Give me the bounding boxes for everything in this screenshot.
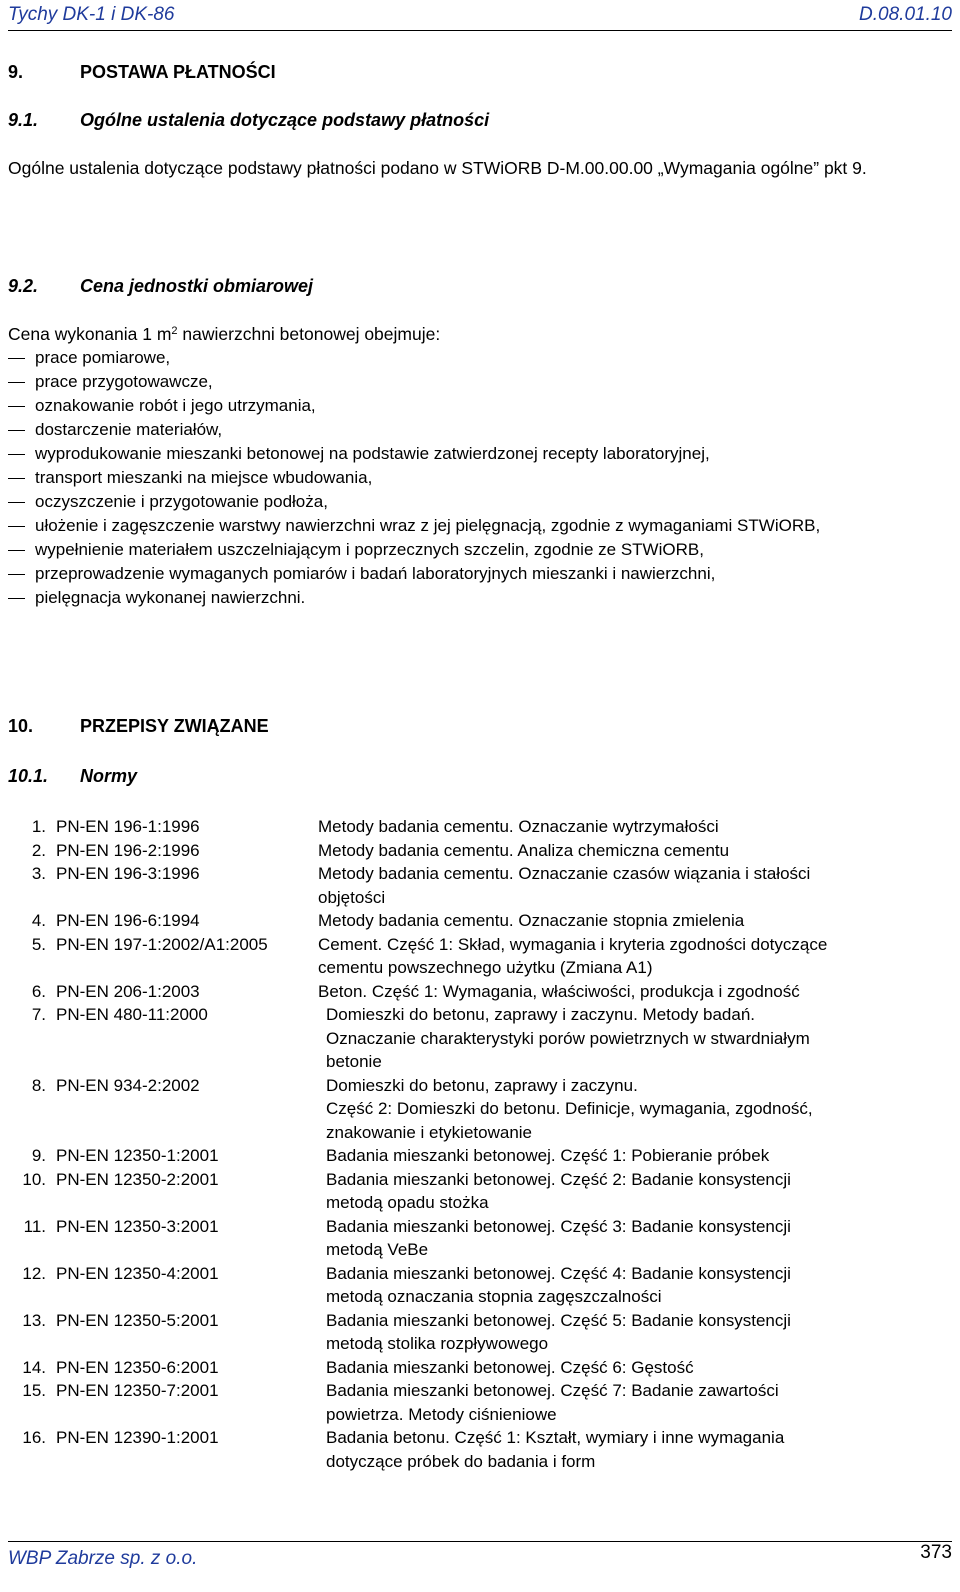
norm-description: Badania mieszanki betonowej. Część 6: Gęstość (326, 1357, 694, 1377)
dash-bullet-icon (8, 418, 35, 442)
norm-description: Metody badania cementu. Oznaczanie czasów wiązania i stałości (318, 864, 811, 883)
section-10-number: 10. (8, 716, 34, 736)
norm-number: 12. (22, 1263, 46, 1283)
page-footer (8, 1541, 952, 1592)
norm-row (8, 1309, 938, 1333)
list-item-text: pielęgnacja wykonanej nawierzchni. (35, 588, 306, 607)
dash-bullet-icon (8, 538, 35, 562)
list-item-text: dostarczenie materiałów, (35, 420, 223, 439)
list-item-text: ułożenie i zagęszczenie warstwy nawierzchni wraz z jej pielęgnacją, zgodnie z wymaganiami STWiORB, (35, 516, 821, 535)
norm-number: 5. (31, 934, 46, 954)
norm-number (8, 1403, 48, 1427)
list-item-text: wypełnienie materiałem uszczelniającym i poprzecznych szczelin, zgodnie ze STWiORB, (35, 540, 704, 559)
norm-standard: PN-EN 12350-4:2001 (56, 1263, 219, 1283)
dash-bullet-icon (8, 562, 35, 586)
list-item-text: wyprodukowanie mieszanki betonowej na podstawie zatwierdzonej recepty laboratoryjnej, (35, 444, 710, 463)
norm-row (8, 1003, 938, 1027)
norm-number: 1. (31, 817, 46, 836)
norm-standard: PN-EN 12350-7:2001 (56, 1381, 219, 1400)
norm-standard: PN-EN 196-1:1996 (56, 817, 200, 836)
norm-standard (48, 1450, 318, 1474)
norm-number: 3. (31, 864, 46, 883)
specification-code: D.08.01.10 (859, 4, 952, 25)
dash-bullet-icon (8, 466, 35, 490)
section-10-1-title: Normy (80, 766, 138, 786)
page-header (8, 0, 952, 31)
list-item (8, 370, 938, 394)
list-item-text: transport mieszanki na miejsce wbudowania, (35, 468, 373, 487)
norm-number: 13. (22, 1310, 46, 1330)
norm-row (8, 1144, 938, 1168)
norms-list (8, 815, 938, 1473)
list-item-text: prace przygotowawcze, (35, 372, 213, 391)
norm-description: Badania mieszanki betonowej. Część 1: Pobieranie próbek (326, 1146, 770, 1165)
norm-description: Cement. Część 1: Skład, wymagania i kryteria zgodności dotyczące (318, 934, 828, 954)
norm-description: metodą oznaczania stopnia zagęszczalności (326, 1287, 662, 1306)
norm-standard (48, 1403, 318, 1427)
norm-standard: PN-EN 196-6:1994 (56, 911, 200, 930)
section-9-1-title: Ogólne ustalenia dotyczące podstawy płatności (80, 110, 490, 130)
norm-number: 7. (31, 1005, 46, 1024)
norm-standard (48, 1050, 318, 1074)
norm-number (8, 1027, 48, 1051)
norm-standard: PN-EN 12350-1:2001 (56, 1146, 219, 1165)
norm-standard: PN-EN 12350-2:2001 (56, 1169, 219, 1189)
norm-standard: PN-EN 934-2:2002 (56, 1075, 200, 1095)
norm-description: metodą VeBe (326, 1240, 429, 1259)
norm-description: Badania mieszanki betonowej. Część 5: Badanie konsystencji (326, 1310, 791, 1330)
norm-number (8, 1238, 48, 1262)
norm-row-continuation (8, 1403, 938, 1427)
norm-description: Metody badania cementu. Oznaczanie stopnia zmielenia (318, 911, 745, 930)
section-9-2-title: Cena jednostki obmiarowej (80, 276, 314, 296)
section-9-1-paragraph: Ogólne ustalenia dotyczące podstawy płatności podano w STWiORB D-M.00.00.00 „Wymagania ogólne” pkt 9. (8, 158, 867, 178)
norm-description: Badania mieszanki betonowej. Część 2: Badanie konsystencji (326, 1169, 791, 1189)
dash-bullet-icon (8, 442, 35, 466)
norm-description: Domieszki do betonu, zaprawy i zaczynu. Metody badań. (326, 1005, 756, 1024)
list-item-text: przeprowadzenie wymaganych pomiarów i badań laboratoryjnych mieszanki i nawierzchni, (35, 564, 716, 583)
norm-standard: PN-EN 12390-1:2001 (56, 1428, 219, 1447)
norm-description: Domieszki do betonu, zaprawy i zaczynu. (326, 1075, 638, 1095)
norm-number (8, 1121, 48, 1145)
norm-number: 14. (22, 1357, 46, 1377)
norm-row-continuation (8, 1050, 938, 1074)
list-item (8, 346, 938, 370)
norm-description: dotyczące próbek do badania i form (326, 1451, 596, 1471)
list-item-text: prace pomiarowe, (35, 348, 171, 367)
norm-number: 9. (31, 1146, 46, 1165)
dash-bullet-icon (8, 586, 35, 610)
section-9-title: POSTAWA PŁATNOŚCI (80, 62, 276, 82)
norm-description: Oznaczanie charakterystyki porów powietrznych w stwardniałym (326, 1028, 810, 1048)
norm-number (8, 1097, 48, 1121)
unit-exponent: 2 (171, 325, 178, 337)
norm-description: znakowanie i etykietowanie (326, 1122, 533, 1142)
norm-description: Badania mieszanki betonowej. Część 4: Badanie konsystencji (326, 1263, 791, 1283)
norm-row (8, 1168, 938, 1192)
norm-number (8, 1332, 48, 1356)
norm-row-continuation (8, 1238, 938, 1262)
norm-row (8, 862, 938, 886)
norm-row-continuation (8, 1121, 938, 1145)
norm-standard (48, 886, 318, 910)
page-number: 373 (920, 1542, 952, 1563)
list-item-text: oczyszczenie i przygotowanie podłoża, (35, 492, 328, 511)
list-item (8, 562, 938, 586)
norm-number: 11. (23, 1216, 46, 1236)
norm-standard (48, 1285, 318, 1309)
section-9-number: 9. (8, 62, 24, 82)
list-item (8, 538, 938, 562)
norm-number (8, 1285, 48, 1309)
list-item (8, 418, 938, 442)
norm-row (8, 933, 938, 957)
norm-standard: PN-EN 480-11:2000 (56, 1005, 208, 1024)
norm-row (8, 839, 938, 863)
dash-bullet-icon (8, 346, 35, 370)
norm-description: metodą stolika rozpływowego (326, 1334, 549, 1353)
norm-number: 6. (31, 981, 46, 1001)
norm-row (8, 980, 938, 1004)
norm-row-continuation (8, 1332, 938, 1356)
norm-description: objętości (318, 887, 386, 907)
norm-description: Część 2: Domieszki do betonu. Definicje, wymagania, zgodność, (326, 1099, 813, 1118)
list-item (8, 514, 938, 538)
norm-standard: PN-EN 12350-5:2001 (56, 1310, 219, 1330)
norm-row (8, 815, 938, 839)
norm-number: 10. (22, 1169, 46, 1189)
price-components-list (8, 346, 938, 610)
norm-description: Badania betonu. Część 1: Kształt, wymiary i inne wymagania (326, 1428, 785, 1447)
norm-number (8, 956, 48, 980)
intro-text-continued: nawierzchni betonowej obejmuje: (177, 324, 441, 344)
norm-row (8, 1074, 938, 1098)
list-item (8, 490, 938, 514)
norm-row-continuation (8, 1097, 938, 1121)
norm-standard: PN-EN 197-1:2002/A1:2005 (56, 934, 268, 954)
norm-row-continuation (8, 956, 938, 980)
norm-number: 2. (31, 840, 46, 860)
norm-number: 8. (31, 1075, 46, 1095)
norm-description: powietrza. Metody ciśnieniowe (326, 1404, 557, 1424)
norm-standard (48, 1121, 318, 1145)
intro-text: Cena wykonania 1 m (8, 324, 172, 344)
norm-number (8, 1050, 48, 1074)
norm-number (8, 1191, 48, 1215)
section-9-1-number: 9.1. (8, 110, 39, 130)
norm-row-continuation (8, 1027, 938, 1051)
norm-description: cementu powszechnego użytku (Zmiana A1) (318, 958, 653, 977)
norm-row-continuation (8, 886, 938, 910)
norm-standard (48, 1097, 318, 1121)
norm-standard: PN-EN 196-2:1996 (56, 840, 200, 860)
norm-standard (48, 956, 318, 980)
norm-number (8, 1450, 48, 1474)
norm-standard (48, 1332, 318, 1356)
dash-bullet-icon (8, 490, 35, 514)
norm-row-continuation (8, 1450, 938, 1474)
dash-bullet-icon (8, 514, 35, 538)
list-item-text: oznakowanie robót i jego utrzymania, (35, 396, 316, 415)
norm-description: Metody badania cementu. Oznaczanie wytrzymałości (318, 817, 719, 836)
norm-standard (48, 1027, 318, 1051)
norm-description: Beton. Część 1: Wymagania, właściwości, produkcja i zgodność (318, 981, 800, 1001)
norm-standard (48, 1191, 318, 1215)
section-10-1-number: 10.1. (8, 766, 49, 786)
norm-description: Badania mieszanki betonowej. Część 3: Badanie konsystencji (326, 1216, 791, 1236)
norm-number (8, 886, 48, 910)
norm-description: betonie (326, 1052, 382, 1071)
company-name: WBP Zabrze sp. z o.o. (8, 1548, 198, 1569)
norm-row (8, 1215, 938, 1239)
norm-description: Metody badania cementu. Analiza chemiczna cementu (318, 840, 730, 860)
section-9-2-number: 9.2. (8, 276, 39, 296)
list-item (8, 466, 938, 490)
norm-row (8, 1379, 938, 1403)
section-10-title: PRZEPISY ZWIĄZANE (80, 716, 269, 736)
norm-description: Badania mieszanki betonowej. Część 7: Badanie zawartości (326, 1381, 779, 1400)
norm-row-continuation (8, 1191, 938, 1215)
norm-row (8, 1356, 938, 1380)
list-item (8, 586, 938, 610)
norm-description: metodą opadu stożka (326, 1193, 489, 1212)
norm-row (8, 1426, 938, 1450)
norm-row (8, 909, 938, 933)
norm-row (8, 1262, 938, 1286)
document-title: Tychy DK-1 i DK-86 (8, 4, 175, 25)
list-item (8, 394, 938, 418)
norm-standard: PN-EN 206-1:2003 (56, 981, 200, 1001)
list-item (8, 442, 938, 466)
dash-bullet-icon (8, 394, 35, 418)
norm-standard: PN-EN 12350-6:2001 (56, 1357, 219, 1377)
norm-number: 4. (31, 911, 46, 930)
norm-row-continuation (8, 1285, 938, 1309)
norm-standard: PN-EN 196-3:1996 (56, 864, 200, 883)
section-9-2-intro (8, 322, 440, 346)
norm-standard (48, 1238, 318, 1262)
norm-number: 15. (22, 1381, 46, 1400)
norm-number: 16. (22, 1428, 46, 1447)
dash-bullet-icon (8, 370, 35, 394)
norm-standard: PN-EN 12350-3:2001 (56, 1216, 219, 1236)
